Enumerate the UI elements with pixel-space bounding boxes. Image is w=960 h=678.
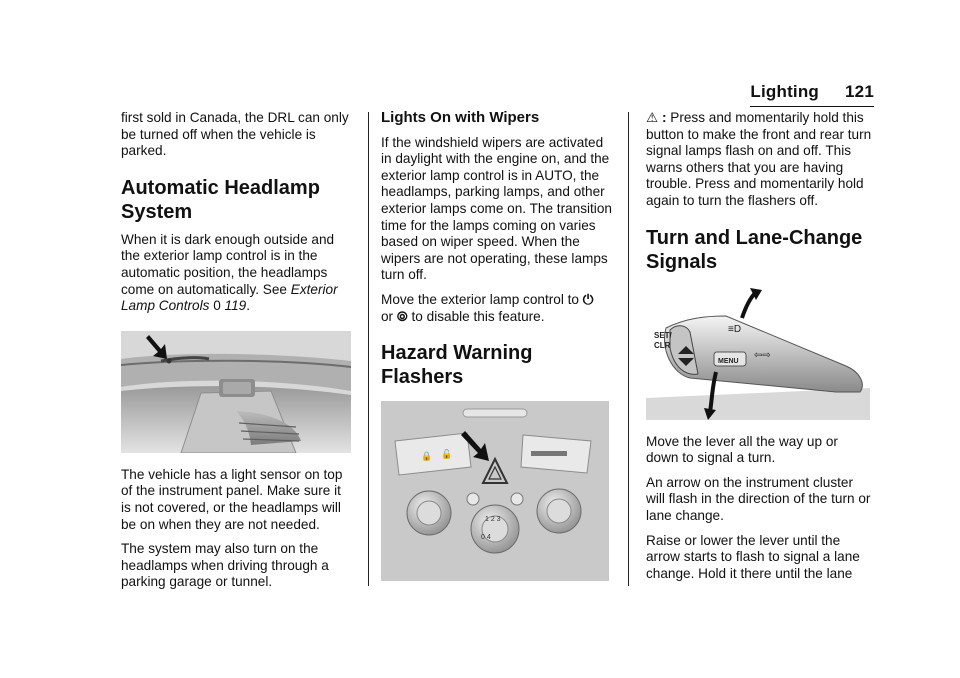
paragraph-garage-tunnel: The system may also turn on the headlamps when driving through a parking garage or tunnel. — [121, 541, 329, 590]
column-middle — [381, 110, 615, 595]
paragraph-move-lever: Move the lever all the way up or down to signal a turn. — [646, 433, 838, 466]
svg-text:1 2 3: 1 2 3 — [485, 516, 501, 524]
svg-text:🔒: 🔒 — [421, 451, 433, 462]
section-title: Lighting — [750, 82, 820, 101]
disable-text-b: or — [381, 308, 397, 324]
paragraph-light-sensor: The vehicle has a light sensor on top of the instrument panel. Make sure it is not covered, or the headlamps will be on when they are not needed. — [121, 466, 343, 532]
paragraph-auto-headlamp-text: When it is dark enough outside and the exterior lamp control is in the automatic position, the headlamps come on automatically. See — [121, 231, 335, 297]
svg-text:🔓: 🔓 — [441, 449, 453, 460]
hazard-label-colon: : — [658, 110, 671, 125]
hazard-button-photo — [381, 401, 609, 581]
menu-label: MENU — [718, 357, 739, 365]
paragraph-drl: first sold in Canada, the DRL can only be turned off when the vehicle is parked. — [121, 110, 349, 159]
svg-text:0 4: 0 4 — [481, 534, 491, 542]
clr-label: CLR — [654, 340, 671, 350]
page-number: 121 — [845, 82, 874, 101]
column-left — [121, 110, 353, 599]
running-header — [750, 82, 874, 102]
page-ref-number[interactable]: 119 — [224, 298, 247, 314]
paragraph-auto-headlamp — [121, 232, 353, 315]
paragraph-lights-wipers: If the windshield wipers are activated in daylight with the engine on, and the exterior lamp control is in AUTO, the headlamps, parking lamps, and other exterior lamps come on. The transition time for the lamps coming on varies based on wiper speed. When the wipers are not operating, these lamps turn off. — [381, 134, 612, 283]
svg-text:⇦⇨: ⇦⇨ — [754, 349, 771, 361]
heading-lights-on-wipers: Lights On with Wipers — [381, 109, 540, 126]
svg-text:≡D: ≡D — [728, 323, 742, 335]
turn-signal-lever-photo — [646, 288, 870, 420]
paragraph-hazard-button — [646, 110, 874, 210]
disable-text-c: to disable this feature. — [407, 308, 545, 324]
paragraph-lane-change: Raise or lower the lever until the arrow starts to flash to signal a lane change. Hold it there until the lane — [646, 532, 860, 581]
paragraph-arrow-cluster: An arrow on the instrument cluster will flash in the direction of the turn or lane change. — [646, 474, 871, 523]
header-rule — [750, 106, 874, 107]
parking-lamp-icon: ⦾ — [396, 308, 408, 324]
hazard-button-text: Press and momentarily hold this button to make the front and rear turn signal lamps flash on and off. This warns others that you are having trouble. Press and momentarily hold again to turn the flashers off. — [646, 110, 872, 208]
page-ref-icon: 0 — [213, 298, 221, 314]
disable-text-a: Move the exterior lamp control to — [381, 291, 583, 307]
paragraph-disable-feature — [381, 292, 615, 325]
link-exterior-lamp-controls[interactable]: Exterior Lamp Controls — [121, 281, 338, 314]
hazard-triangle-icon: ⚠ — [646, 110, 659, 125]
column-right — [646, 110, 874, 590]
heading-turn-lane-change: Turn and Lane-Change Signals — [646, 226, 863, 273]
heading-hazard-flashers: Hazard Warning Flashers — [381, 342, 533, 389]
light-sensor-photo — [121, 331, 351, 453]
heading-automatic-headlamp: Automatic Headlamp System — [121, 176, 320, 223]
set-clr-label: SET/ — [654, 330, 672, 340]
column-divider-2 — [628, 112, 629, 586]
power-icon: ⏻ — [582, 291, 594, 307]
column-divider-1 — [368, 112, 369, 586]
period: . — [246, 298, 250, 314]
